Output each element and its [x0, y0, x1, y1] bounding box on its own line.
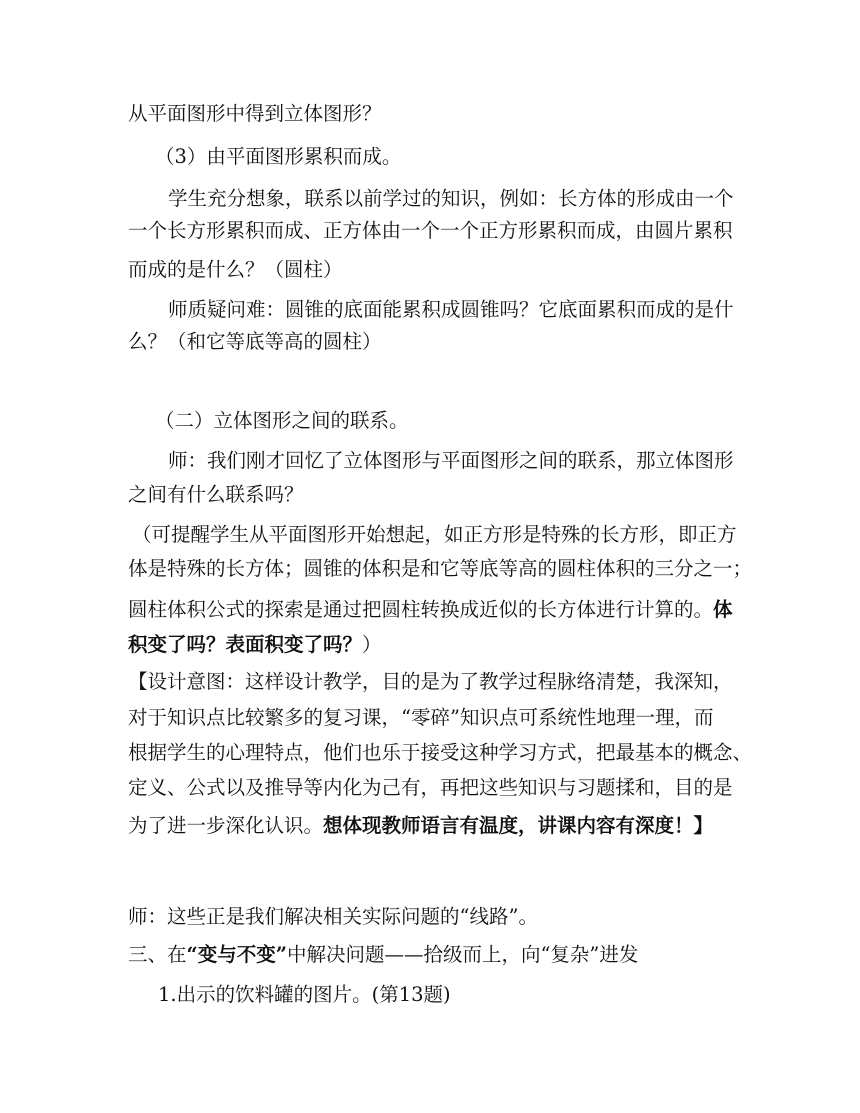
section-heading: （二）立体图形之间的联系。 — [155, 409, 409, 432]
design-intent-line: 对于知识点比较繁多的复习课，“零碎”知识点可系统性地理一理，而 — [128, 706, 714, 729]
plain-text: ） — [362, 633, 382, 656]
paragraph-line: 师：我们刚才回忆了立体图形与平面图形之间的联系，那立体图形 — [168, 449, 734, 472]
paragraph-line: 之间有什么联系吗？ — [128, 483, 304, 506]
paragraph-line: 师：这些正是我们解决相关实际问题的“线路”。 — [128, 905, 538, 928]
paragraph-line — [128, 630, 382, 660]
list-item: 1.出示的饮料罐的图片。(第13题) — [158, 983, 451, 1006]
bold-text: 想体现教师语言有温度，讲课内容有深度！】 — [323, 814, 714, 837]
design-intent-line: 根据学生的心理特点，他们也乐于接受这种学习方式，把最基本的概念、 — [128, 741, 753, 764]
plain-text: 为了进一步深化认识。 — [128, 814, 324, 837]
design-intent-line: 定义、公式以及推导等内化为己有，再把这些知识与习题揉和，目的是 — [128, 776, 733, 799]
design-intent-line — [128, 811, 713, 841]
bold-text: 体 — [713, 598, 733, 621]
section-heading — [128, 940, 638, 970]
plain-text: 中解决问题——拾级而上，向“复杂”进发 — [286, 943, 639, 966]
bold-text: “变与不变” — [186, 943, 287, 966]
plain-text: 三、在 — [128, 943, 187, 966]
paragraph-line: （3）由平面图形累积而成。 — [155, 145, 402, 168]
bold-text: 积变了吗？表面积变了吗？ — [128, 633, 363, 656]
paragraph-line: 体是特殊的长方体；圆锥的体积是和它等底等高的圆柱体积的三分之一； — [128, 557, 753, 580]
paragraph-line: 从平面图形中得到立体图形？ — [128, 102, 382, 125]
paragraph-line: 师质疑问难：圆锥的底面能累积成圆锥吗？它底面累积而成的是什 — [168, 298, 734, 321]
paragraph-line: （可提醒学生从平面图形开始想起，如正方形是特殊的长方形，即正方 — [132, 523, 737, 546]
paragraph-line: 而成的是什么？（圆柱） — [128, 258, 343, 281]
paragraph-line: 学生充分想象，联系以前学过的知识，例如：长方体的形成由一个 — [168, 187, 734, 210]
design-intent-line: 【设计意图：这样设计教学，目的是为了教学过程脉络清楚，我深知， — [128, 670, 733, 693]
paragraph-line — [128, 595, 733, 625]
plain-text: 圆柱体积公式的探索是通过把圆柱转换成近似的长方体进行计算的。 — [128, 598, 714, 621]
paragraph-line: 么？（和它等底等高的圆柱） — [128, 330, 382, 353]
paragraph-line: 一个长方形累积而成、正方体由一个一个正方形累积而成，由圆片累积 — [128, 219, 733, 242]
